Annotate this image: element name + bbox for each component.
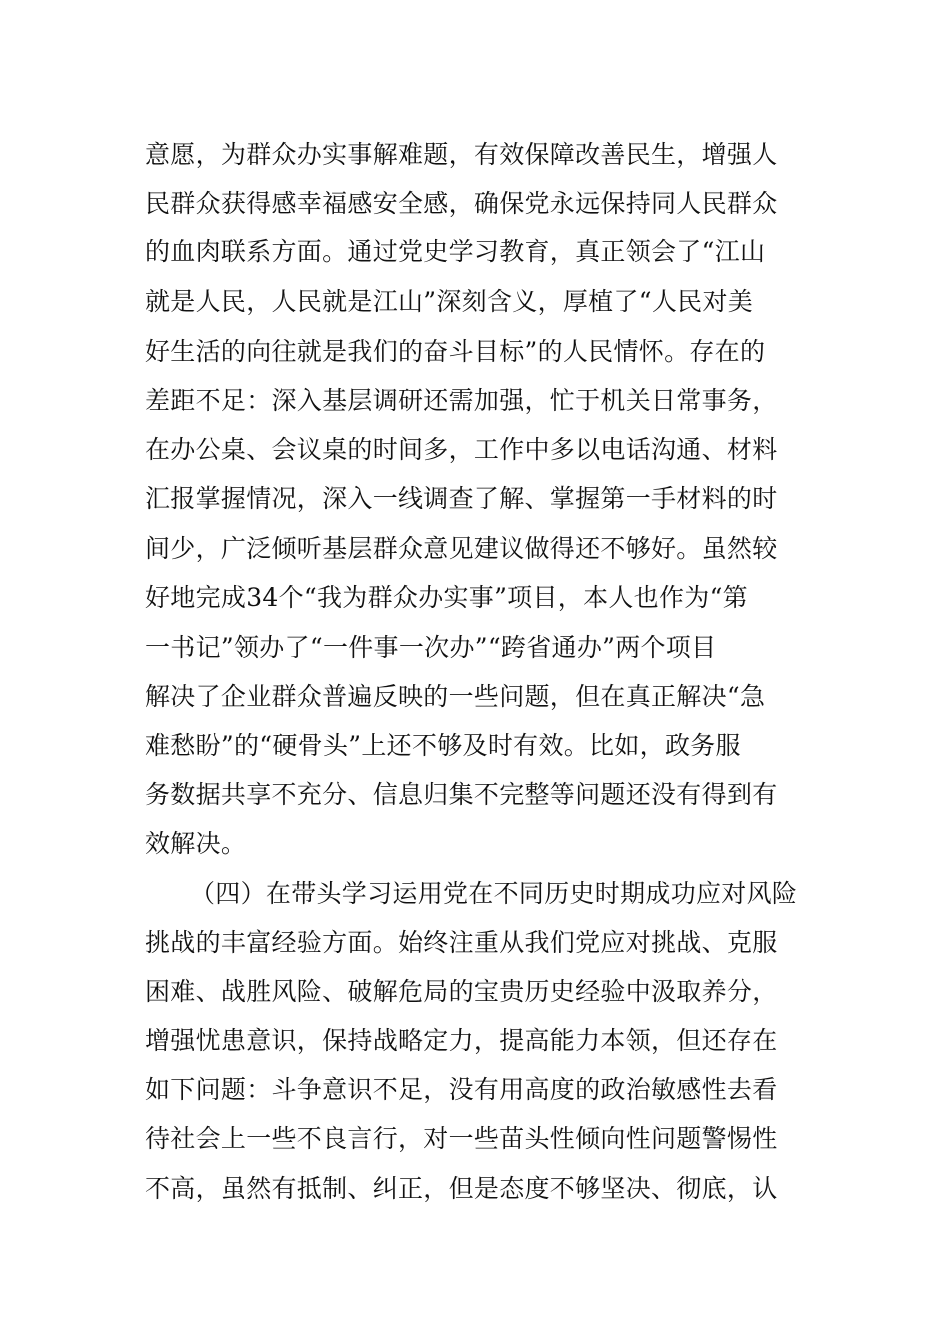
- text-line: 难愁盼”的“硬骨头”上还不够及时有效。比如，政务服: [145, 731, 741, 760]
- section-heading-line: （四）在带头学习运用党在不同历史时期成功应对风险: [190, 879, 798, 908]
- text-line: 待社会上一些不良言行，对一些苗头性倾向性问题警惕性: [145, 1124, 778, 1153]
- text-line: 好生活的向往就是我们的奋斗目标”的人民情怀。存在的: [145, 337, 766, 366]
- text-line: 的血肉联系方面。通过党史学习教育，真正领会了“江山: [145, 237, 766, 266]
- text-line: 好地完成34个“我为群众办实事”项目，本人也作为“第: [145, 583, 748, 612]
- text-line: 就是人民，人民就是江山”深刻含义，厚植了“人民对美: [145, 287, 754, 316]
- text-line: 困难、战胜风险、破解危局的宝贵历史经验中汲取养分，: [145, 977, 778, 1006]
- text-line: 解决了企业群众普遍反映的一些问题，但在真正解决“急: [145, 682, 766, 711]
- text-line: 务数据共享不充分、信息归集不完整等问题还没有得到有: [145, 780, 778, 809]
- text-line: 差距不足：深入基层调研还需加强，忙于机关日常事务，: [145, 386, 778, 415]
- text-line: 一书记”领办了“一件事一次办”“跨省通办”两个项目: [145, 633, 717, 662]
- text-line: 效解决。: [145, 829, 247, 858]
- text-line: 增强忧患意识，保持战略定力，提高能力本领，但还存在: [145, 1026, 778, 1055]
- text-line: 间少，广泛倾听基层群众意见建议做得还不够好。虽然较: [145, 534, 778, 563]
- text-line: 汇报掌握情况，深入一线调查了解、掌握第一手材料的时: [145, 484, 778, 513]
- text-line: 意愿，为群众办实事解难题，有效保障改善民生，增强人: [145, 140, 778, 169]
- text-line: 民群众获得感幸福感安全感，确保党永远保持同人民群众: [145, 189, 778, 218]
- text-line: 挑战的丰富经验方面。始终注重从我们党应对挑战、克服: [145, 928, 778, 957]
- text-line: 如下问题：斗争意识不足，没有用高度的政治敏感性去看: [145, 1075, 778, 1104]
- text-line: 在办公桌、会议桌的时间多，工作中多以电话沟通、材料: [145, 435, 778, 464]
- text-line: 不高，虽然有抵制、纠正，但是态度不够坚决、彻底，认: [145, 1174, 778, 1203]
